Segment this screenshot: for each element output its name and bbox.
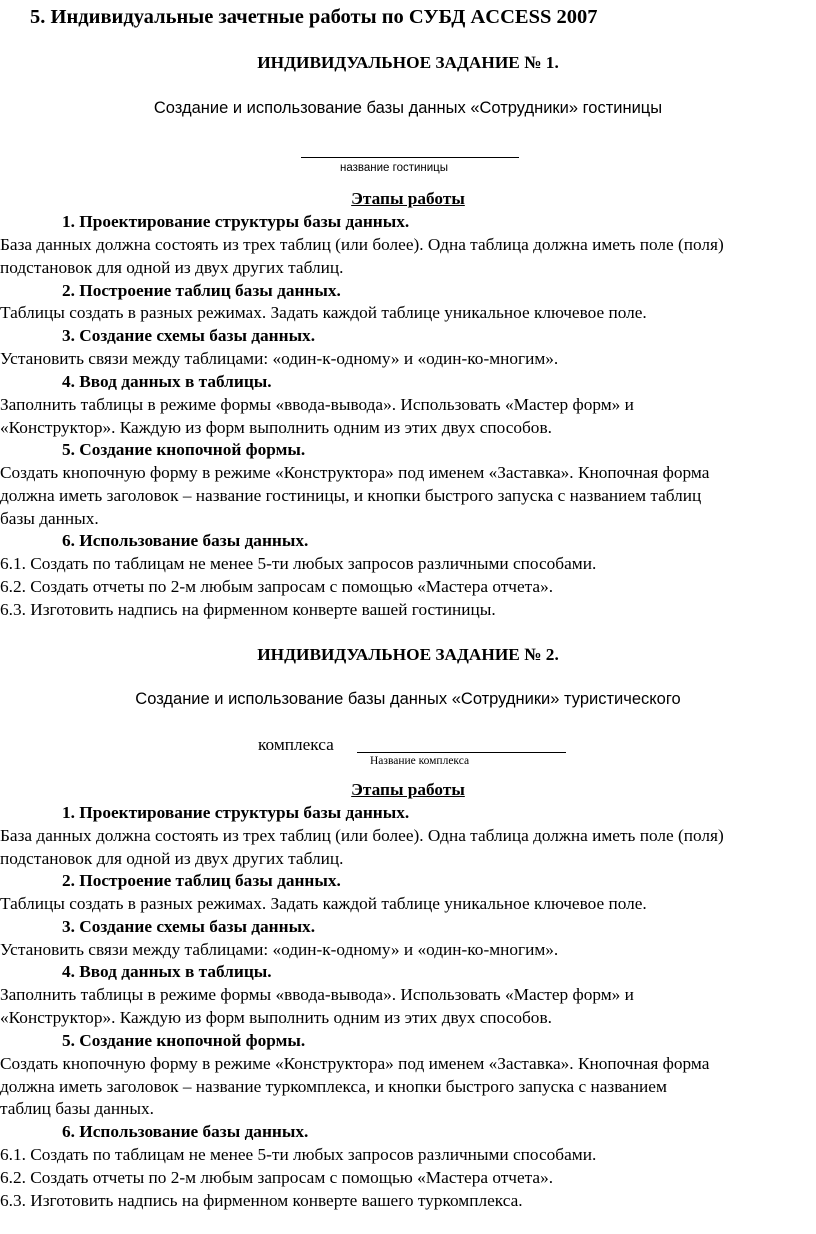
task-2-stage-2-title: 2. Построение таблиц базы данных. — [62, 871, 341, 890]
document-title: 5. Индивидуальные зачетные работы по СУБД ACCESS 2007 — [30, 6, 598, 28]
task-1-stage-4-text: Заполнить таблицы в режиме формы «ввода-вывода». Использовать «Мастер форм» и — [0, 395, 634, 414]
task-1-stage-1-title: 1. Проектирование структуры базы данных. — [62, 212, 410, 231]
task-2-stage-5-text: Создать кнопочную форму в режиме «Конструктора» под именем «Заставка». Кнопочная форма — [0, 1054, 710, 1073]
task-1-stage-3-text: Установить связи между таблицами: «один-к-одному» и «один-ко-многим». — [0, 349, 559, 368]
task-1-stage-6-title: 6. Использование базы данных. — [62, 531, 309, 550]
task-2-stage-5-text: должна иметь заголовок – название туркомплекса, и кнопки быстрого запуска с названием — [0, 1077, 667, 1096]
task-1-stage-4-title: 4. Ввод данных в таблицы. — [62, 372, 272, 391]
task-1-stages-title: Этапы работы — [351, 189, 465, 208]
task-2-item-6-2: 6.2. Создать отчеты по 2-м любым запросам с помощью «Мастера отчета». — [0, 1168, 554, 1187]
task-2-stage-1-text: подстановок для одной из двух других таблиц. — [0, 849, 344, 868]
task-1-stage-2-text: Таблицы создать в разных режимах. Задать каждой таблице уникальное ключевое поле. — [0, 303, 647, 322]
task-2-stage-1-text: База данных должна состоять из трех таблиц (или более). Одна таблица должна иметь поле (поля) — [0, 826, 724, 845]
task-1-item-6-3: 6.3. Изготовить надпись на фирменном конверте вашей гостиницы. — [0, 600, 496, 619]
task-2-subtitle: Создание и использование базы данных «Сотрудники» туристического — [135, 690, 681, 708]
task-1-stage-1-text: База данных должна состоять из трех таблиц (или более). Одна таблица должна иметь поле (поля) — [0, 235, 724, 254]
task-1-blank-line — [301, 157, 519, 158]
task-2-stage-4-text: Заполнить таблицы в режиме формы «ввода-вывода». Использовать «Мастер форм» и — [0, 985, 634, 1004]
task-2-stage-3-text: Установить связи между таблицами: «один-к-одному» и «один-ко-многим». — [0, 940, 559, 959]
task-1-stage-3-title: 3. Создание схемы базы данных. — [62, 326, 316, 345]
task-1-stage-2-title: 2. Построение таблиц базы данных. — [62, 281, 341, 300]
task-2-blank-caption: Название комплекса — [370, 755, 470, 767]
task-1-subtitle: Создание и использование базы данных «Сотрудники» гостиницы — [153, 99, 663, 117]
task-1-stage-5-title: 5. Создание кнопочной формы. — [62, 440, 306, 459]
task-2-subtitle-continued: комплекса — [258, 735, 334, 754]
task-1-stage-5-text: базы данных. — [0, 509, 99, 528]
task-1-stage-1-text: подстановок для одной из двух других таблиц. — [0, 258, 344, 277]
task-2-stages-title: Этапы работы — [351, 780, 465, 799]
task-1-stage-5-text: должна иметь заголовок – название гостиницы, и кнопки быстрого запуска с названием таблиц — [0, 486, 702, 505]
task-2-stage-4-text: «Конструктор». Каждую из форм выполнить одним из этих двух способов. — [0, 1008, 552, 1027]
task-2-blank-line — [357, 752, 566, 753]
task-2-stage-2-text: Таблицы создать в разных режимах. Задать каждой таблице уникальное ключевое поле. — [0, 894, 647, 913]
task-2-stage-6-title: 6. Использование базы данных. — [62, 1122, 309, 1141]
task-1-item-6-1: 6.1. Создать по таблицам не менее 5-ти любых запросов различными способами. — [0, 554, 597, 573]
task-1-heading: ИНДИВИДУАЛЬНОЕ ЗАДАНИЕ № 1. — [257, 53, 559, 72]
task-1-item-6-2: 6.2. Создать отчеты по 2-м любым запросам с помощью «Мастера отчета». — [0, 577, 554, 596]
task-2-stage-3-title: 3. Создание схемы базы данных. — [62, 917, 316, 936]
task-2-stage-1-title: 1. Проектирование структуры базы данных. — [62, 803, 410, 822]
task-2-item-6-3: 6.3. Изготовить надпись на фирменном конверте вашего туркомплекса. — [0, 1191, 523, 1210]
task-2-stage-5-text: таблиц базы данных. — [0, 1099, 154, 1118]
task-1-stage-4-text: «Конструктор». Каждую из форм выполнить одним из этих двух способов. — [0, 418, 552, 437]
task-2-item-6-1: 6.1. Создать по таблицам не менее 5-ти любых запросов различными способами. — [0, 1145, 597, 1164]
task-1-stage-5-text: Создать кнопочную форму в режиме «Конструктора» под именем «Заставка». Кнопочная форма — [0, 463, 710, 482]
task-2-heading: ИНДИВИДУАЛЬНОЕ ЗАДАНИЕ № 2. — [257, 645, 559, 664]
task-2-stage-5-title: 5. Создание кнопочной формы. — [62, 1031, 306, 1050]
task-1-blank-caption: название гостиницы — [340, 162, 449, 174]
task-2-stage-4-title: 4. Ввод данных в таблицы. — [62, 962, 272, 981]
